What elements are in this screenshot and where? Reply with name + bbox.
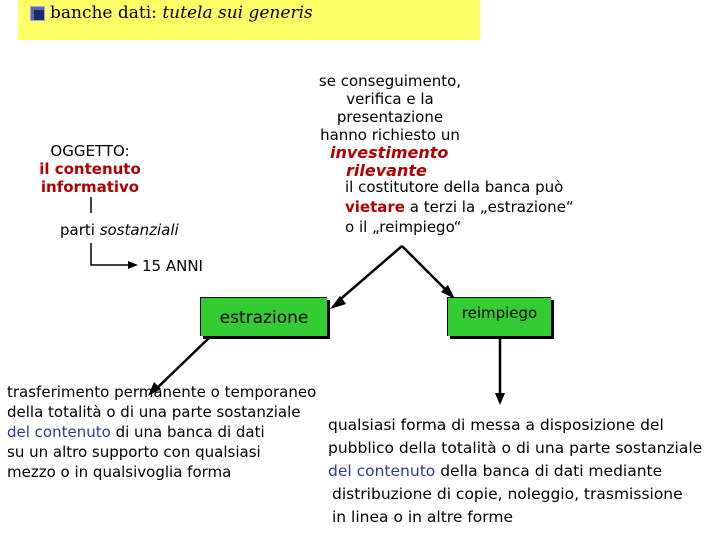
rights-line3: o il „reimpiego“ — [345, 218, 462, 236]
parti-italic: sostanziali — [99, 221, 179, 239]
condition-rilevante: rilevante — [346, 161, 427, 180]
rights-line2-rest: a terzi la „estrazione“ — [404, 198, 574, 216]
estrazione-box — [200, 297, 327, 336]
rights-block — [345, 178, 574, 236]
anni-label: 15 ANNI — [142, 257, 203, 275]
arrow-to-estrazione — [336, 246, 402, 303]
reimpiego-def-line3 — [328, 460, 702, 483]
reimpiego-def-line5: in linea o in altre forme — [332, 508, 513, 526]
estrazione-box-label: estrazione — [219, 308, 309, 328]
condition-line: hanno richiesto un — [320, 126, 460, 144]
oggetto-line2: informativo — [40, 178, 140, 196]
anni-connector — [91, 243, 132, 265]
rights-vietare: vietare — [345, 198, 405, 216]
oggetto-label: OGGETTO: — [50, 142, 130, 160]
rights-line2 — [345, 198, 574, 216]
condition-line: presentazione — [336, 108, 444, 126]
condition-investimento: investimento — [330, 143, 449, 162]
estrazione-def-line3-rest: di una banca di dati — [110, 423, 265, 441]
arrow-to-reimpiego — [402, 246, 448, 292]
title-prefix: banche dati: — [50, 3, 163, 23]
estrazione-def-line3 — [7, 422, 316, 442]
estrazione-def-line5: mezzo o in qualsivoglia forma — [7, 463, 232, 481]
reimpiego-def-line2: pubblico della totalità o di una parte sostanziale — [328, 439, 703, 457]
estrazione-definition — [7, 382, 316, 482]
reimpiego-def-arrowhead — [495, 393, 505, 405]
condition-block — [290, 72, 490, 144]
estrazione-def-line1: trasferimento permanente o temporaneo — [7, 383, 317, 401]
reimpiego-def-contenuto: del contenuto — [328, 462, 436, 480]
estrazione-def-line2: della totalità o di una parte sostanziale — [7, 403, 301, 421]
parti-prefix: parti — [60, 221, 100, 239]
estrazione-def-contenuto: del contenuto — [7, 423, 111, 441]
condition-line: verifica e la — [346, 90, 434, 108]
title-italic: tutela sui generis — [162, 3, 313, 23]
reimpiego-box — [447, 297, 551, 336]
reimpiego-def-line4: distribuzione di copie, noleggio, trasmissione — [332, 485, 683, 503]
parti-sostanziali — [60, 221, 179, 239]
reimpiego-def-line3-rest: della banca di dati mediante — [435, 462, 663, 480]
reimpiego-def-line1: qualsiasi forma di messa a disposizione del — [328, 416, 664, 434]
estrazione-def-line4: su un altro supporto con qualsiasi — [7, 443, 261, 461]
anni-arrowhead — [128, 261, 138, 269]
reimpiego-definition — [328, 414, 702, 529]
oggetto-line1: il contenuto — [39, 160, 141, 178]
rights-line1: il costitutore della banca può — [345, 178, 564, 196]
condition-line: se conseguimento, — [318, 72, 462, 90]
reimpiego-box-label: reimpiego — [461, 304, 538, 322]
